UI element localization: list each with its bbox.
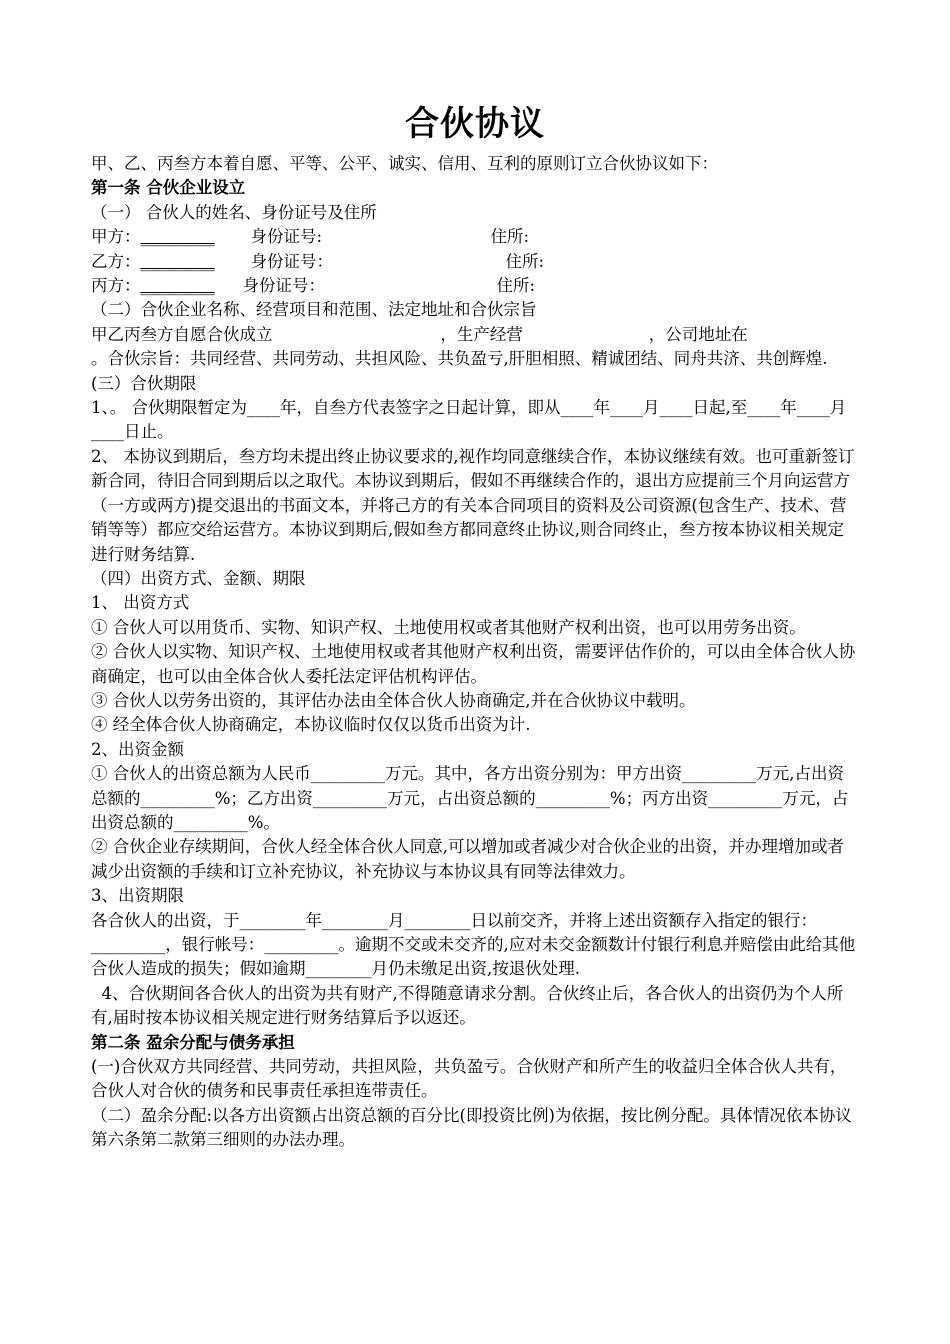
document-page (91, 100, 859, 1153)
common-property-paragraph: 4、合伙期间各合伙人的出资为共有财产,不得随意请求分割。合伙终止后，各合伙人的出资仍为个人所有,届时按本协议相关规定进行财务结算后予以返还。 (91, 983, 844, 1028)
party-a-address: 住所: (490, 227, 530, 247)
party-a-row (91, 225, 859, 249)
contribution-method-heading: 1、 出资方式 (91, 593, 190, 613)
party-c-blank: _________ (140, 276, 215, 296)
document-title: 合伙协议 (405, 104, 545, 144)
contribution-method-item-3: ③ 合伙人以劳务出资的，其评估办法由全体合伙人协商确定,并在合伙协议中载明。 (91, 690, 696, 710)
contribution-method-item-4: ④ 经全体合伙人协商确定，本协议临时仅仅以货币出资为计. (91, 715, 531, 735)
party-b-id: 身份证号： (250, 251, 333, 271)
party-b-row (91, 250, 859, 274)
contribution-deadline-paragraph: 各合伙人的出资，于________年________月________日以前交齐，并将上述出资额存入指定的银行：_________，银行帐号：_________。逾期不交或未交齐的,应对未交金额数计付银行利息并赔偿由此给其他合伙人造成的损失；假如逾期________月仍未缴足出资,按退伙处理. (91, 910, 856, 979)
contribution-method-item-2: ② 合伙人以实物、知识产权、土地使用权或者其他财产权利出资，需要评估作价的，可以由全体合伙人协商确定，也可以由全体合伙人委托法定评估机构评估。 (91, 642, 856, 686)
section-2-line-2: 。合伙宗旨：共同经营、共同劳动、共担风险、共负盈亏,肝胆相照、精诚团结、同舟共济、共创辉煌. (91, 349, 828, 369)
intro-paragraph: 甲、乙、丙叁方本着自愿、平等、公平、诚实、信用、互利的原则订立合伙协议如下： (91, 154, 718, 173)
section-3-heading: (三）合伙期限 (91, 373, 197, 393)
party-c-id: 身份证号： (242, 276, 325, 296)
party-a-id: 身份证号: (250, 227, 323, 247)
article-1-heading: 第一条 合伙企业设立 (91, 178, 246, 198)
section-3-paragraph-2: 2、 本协议到期后，叁方均未提出终止协议要求的,视作均同意继续合作，本协议继续有效。也可重新签订新合同，待旧合同到期后以之取代。本协议到期后，假如不再继续合作的，退出方应提前三个月向运营方（一方或两方)提交退出的书面文本，并将己方的有关本合同项目的资料及公司资源(包含生产、技术、营销等等）都应交给运营方。本协议到期后,假如叁方都同意终止协议,则合同终止，叁方按本协议相关规定进行财务结算. (91, 446, 855, 564)
section-3-paragraph-1: 1、。 合伙期限暂定为____年，自叁方代表签字之日起计算，即从____年____月____日起,至____年____月____日止。 (91, 398, 847, 442)
party-b-blank: _________ (140, 251, 215, 271)
contribution-amount-heading: 2、出资金额 (91, 739, 184, 759)
contribution-method-item-1: ① 合伙人可以用货币、实物、知识产权、土地使用权或者其他财产权利出资，也可以用劳务出资。 (91, 617, 806, 637)
party-c-row (91, 274, 859, 298)
party-b-address: 住所: (505, 251, 545, 271)
party-a-label: 甲方： (91, 227, 141, 247)
party-c-label: 丙方： (91, 276, 141, 296)
article-2-heading: 第二条 盈余分配与债务承担 (91, 1032, 295, 1052)
contribution-amount-item-1: ① 合伙人的出资总额为人民币_________万元。其中，各方出资分别为：甲方出资_________万元,占出资总额的_________%；乙方出资_________万元，占出资总额的_________%；丙方出资_________万元，占出资总额的_________%。 (91, 764, 849, 832)
party-a-blank: _________ (140, 227, 215, 247)
section-2-heading: （二）合伙企业名称、经营项目和范围、法定地址和合伙宗旨 (91, 300, 537, 320)
section-2-line-1: 甲乙丙叁方自愿合伙成立 ，生产经营 ，公司地址在 (91, 324, 748, 344)
article-2-paragraph-2: （二）盈余分配:以各方出资额占出资总额的百分比(即投资比例)为依据，按比例分配。具体情况依本协议第六条第二款第三细则的办法办理。 (91, 1105, 852, 1150)
section-4-heading: （四）出资方式、金额、期限 (91, 568, 306, 588)
contribution-deadline-heading: 3、出资期限 (91, 886, 184, 906)
section-1-heading: （一） 合伙人的姓名、身份证号及住所 (91, 202, 377, 222)
article-2-paragraph-1: (一)合伙双方共同经营、共同劳动，共担风险，共负盈亏。合伙财产和所产生的收益归全体合伙人共有，合伙人对合伙的债务和民事责任承担连带责任。 (91, 1057, 847, 1101)
contribution-amount-item-2: ② 合伙企业存续期间，合伙人经全体合伙人同意,可以增加或者减少对合伙企业的出资，并办理增加或者减少出资额的手续和订立补充协议，补充协议与本协议具有同等法律效力。 (91, 837, 844, 881)
party-c-address: 住所: (496, 276, 536, 296)
party-b-label: 乙方： (91, 251, 141, 271)
